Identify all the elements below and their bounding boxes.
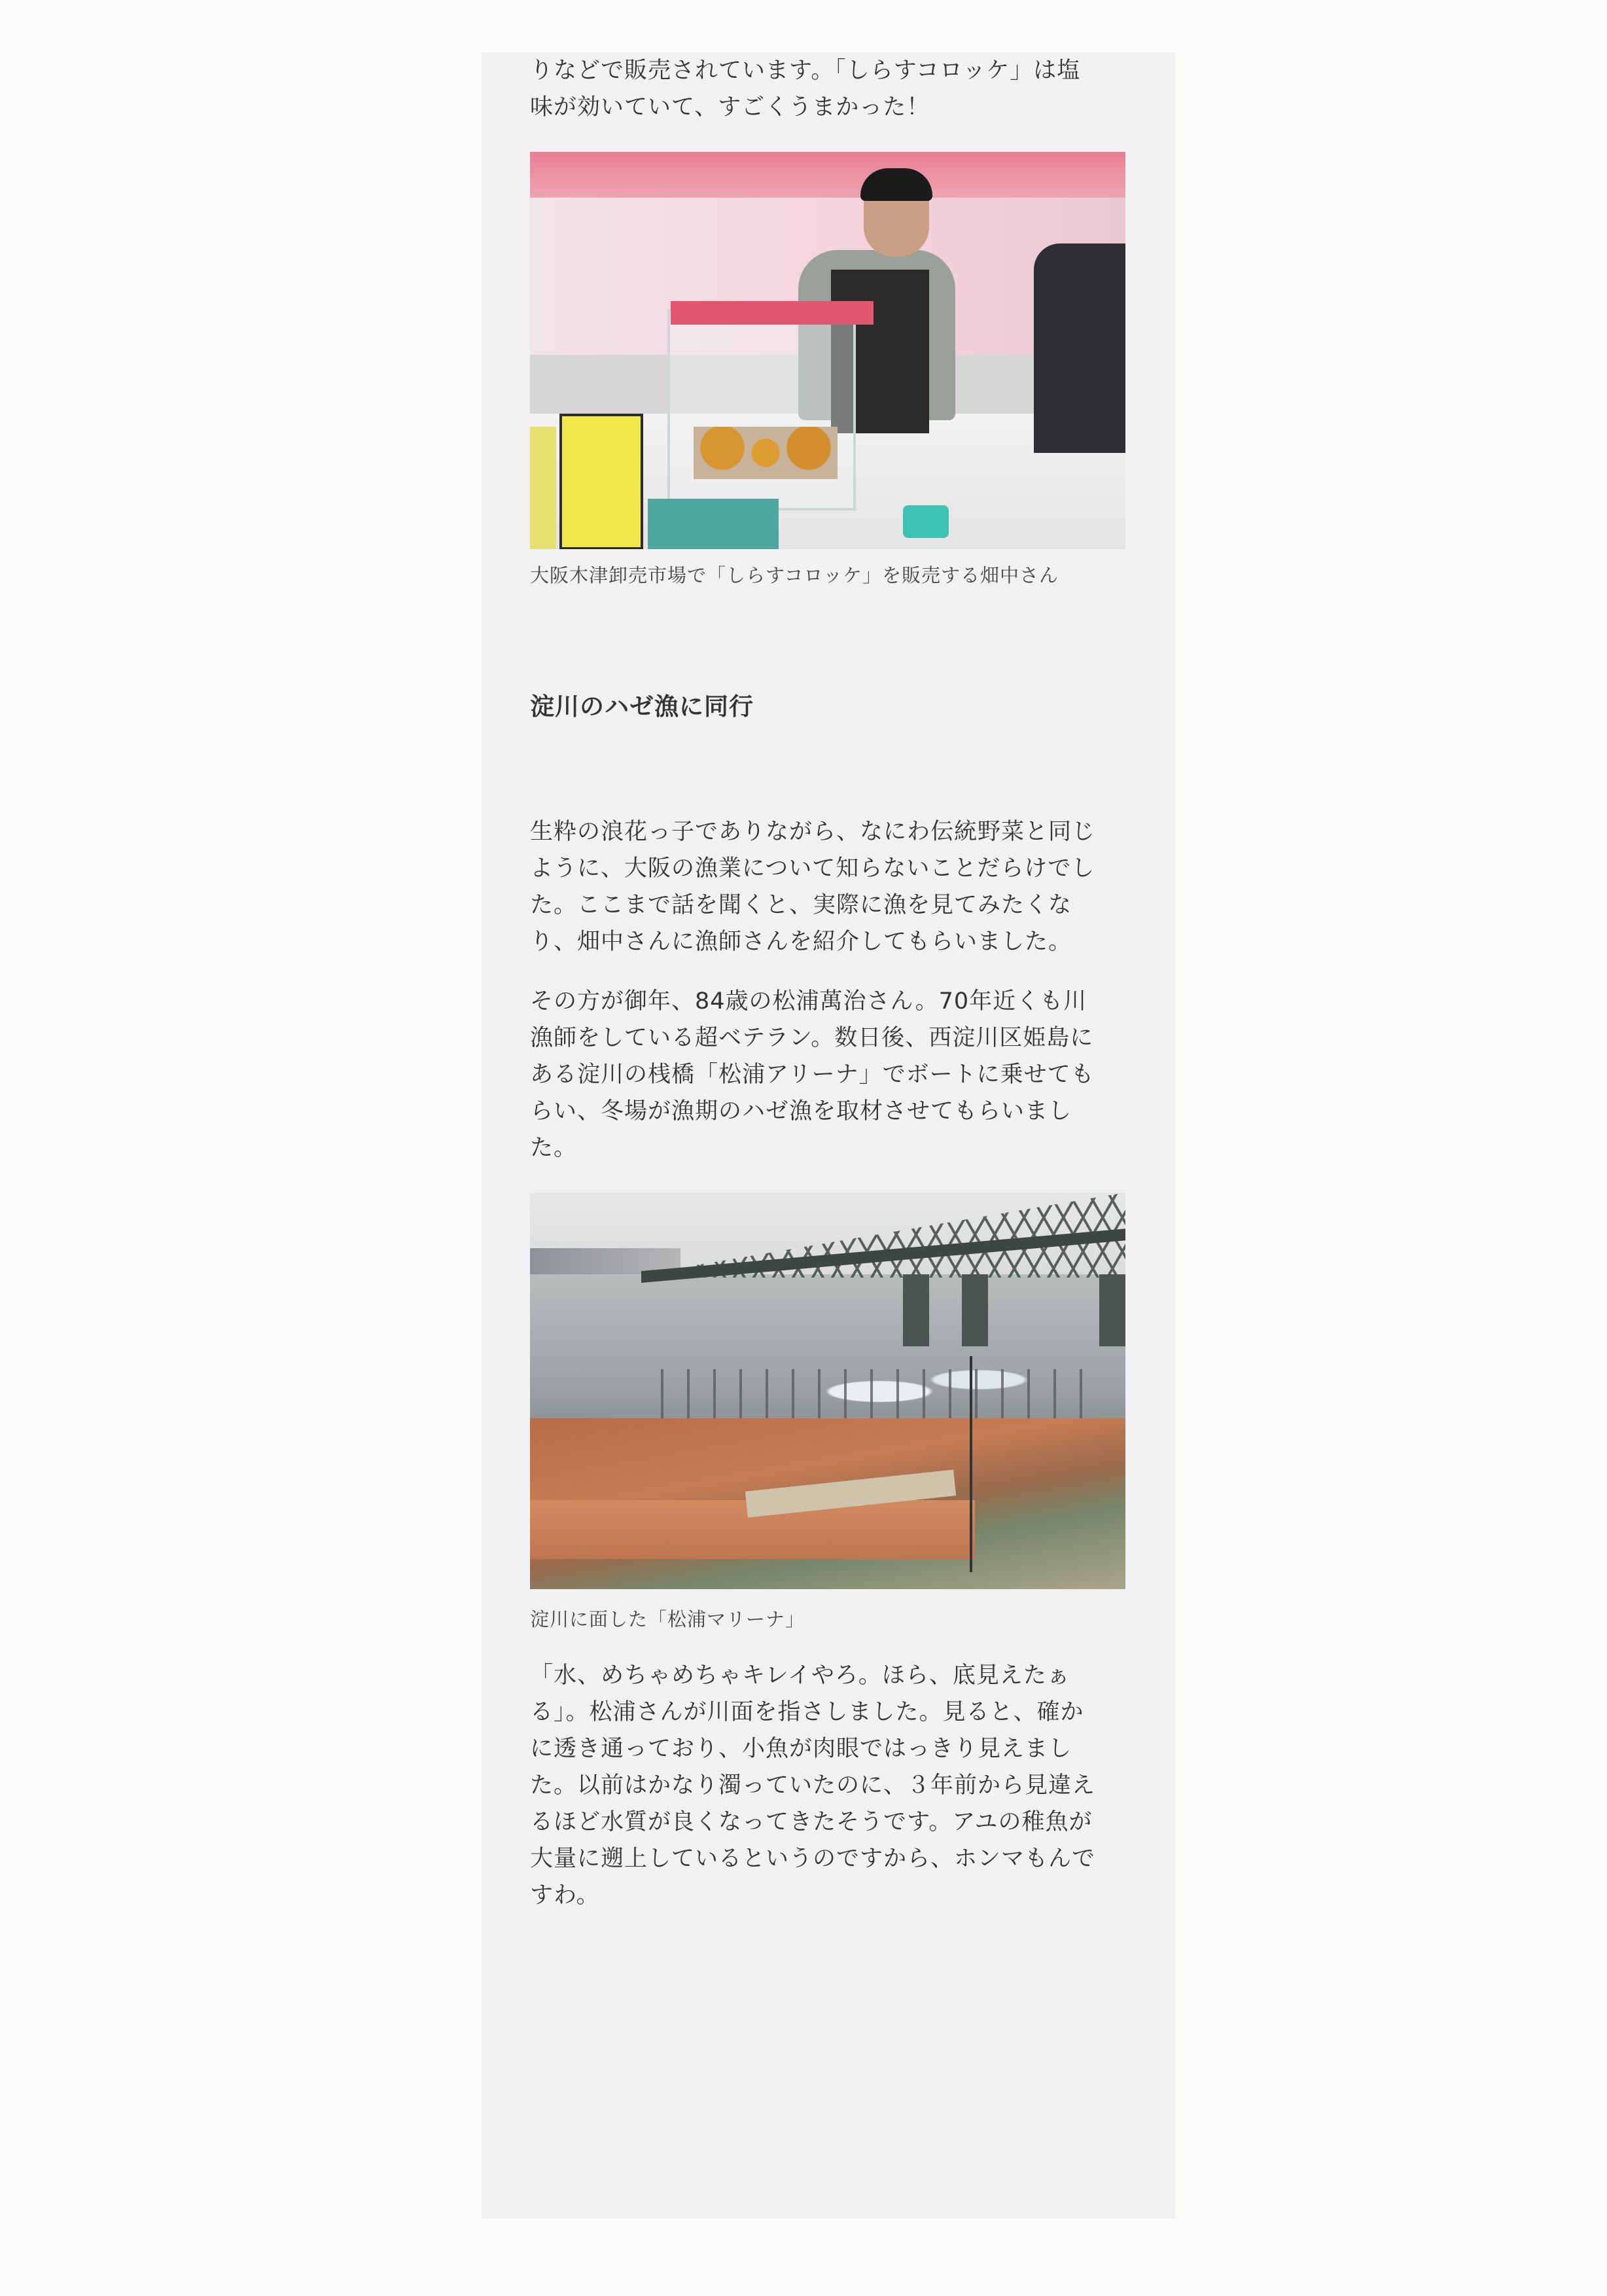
article-content: [530, 52, 1125, 1914]
photo1-caption: 大阪木津卸売市場で「しらすコロッケ」を販売する畑中さん: [530, 564, 1059, 586]
marina-photo: [530, 1193, 1125, 1589]
croquette-stall-photo: [530, 152, 1125, 549]
paragraph-2: その方が御年、84歳の松浦萬治さん。70年近くも川 漁師をしている超ベテラン。数日後、西淀川区姫島に ある淀川の桟橋「松浦アリーナ」でボートに乗せても らい、冬場が漁期のハゼ漁を取材させてもらいまし た。: [530, 988, 1095, 1161]
section-heading: 淀川のハゼ漁に同行: [530, 692, 754, 721]
photo2-caption: 淀川に面した「松浦マリーナ」: [530, 1608, 805, 1630]
intro-paragraph: りなどで販売されています。「しらすコロッケ」は塩 味が効いていて、すごくうまかった！: [530, 58, 1081, 120]
paragraph-3: 「水、めちゃめちゃキレイやろ。ほら、底見えたぁ る」。松浦さんが川面を指さしました。見ると、確か に透き通っており、小魚が肉眼ではっきり見えまし た。以前はかなり濁っていたのに、３年前から見違え るほど水質が良くなってきたそうです。アユの稚魚が 大量に遡上しているというのですから、ホンマもんで すわ。: [530, 1662, 1096, 1909]
paragraph-1: 生粋の浪花っ子でありながら、なにわ伝統野菜と同じ ように、大阪の漁業について知らないことだらけでし た。ここまで話を聞くと、実際に漁を見てみたくな り、畑中さんに漁師さんを紹介してもらいました。: [530, 819, 1096, 955]
